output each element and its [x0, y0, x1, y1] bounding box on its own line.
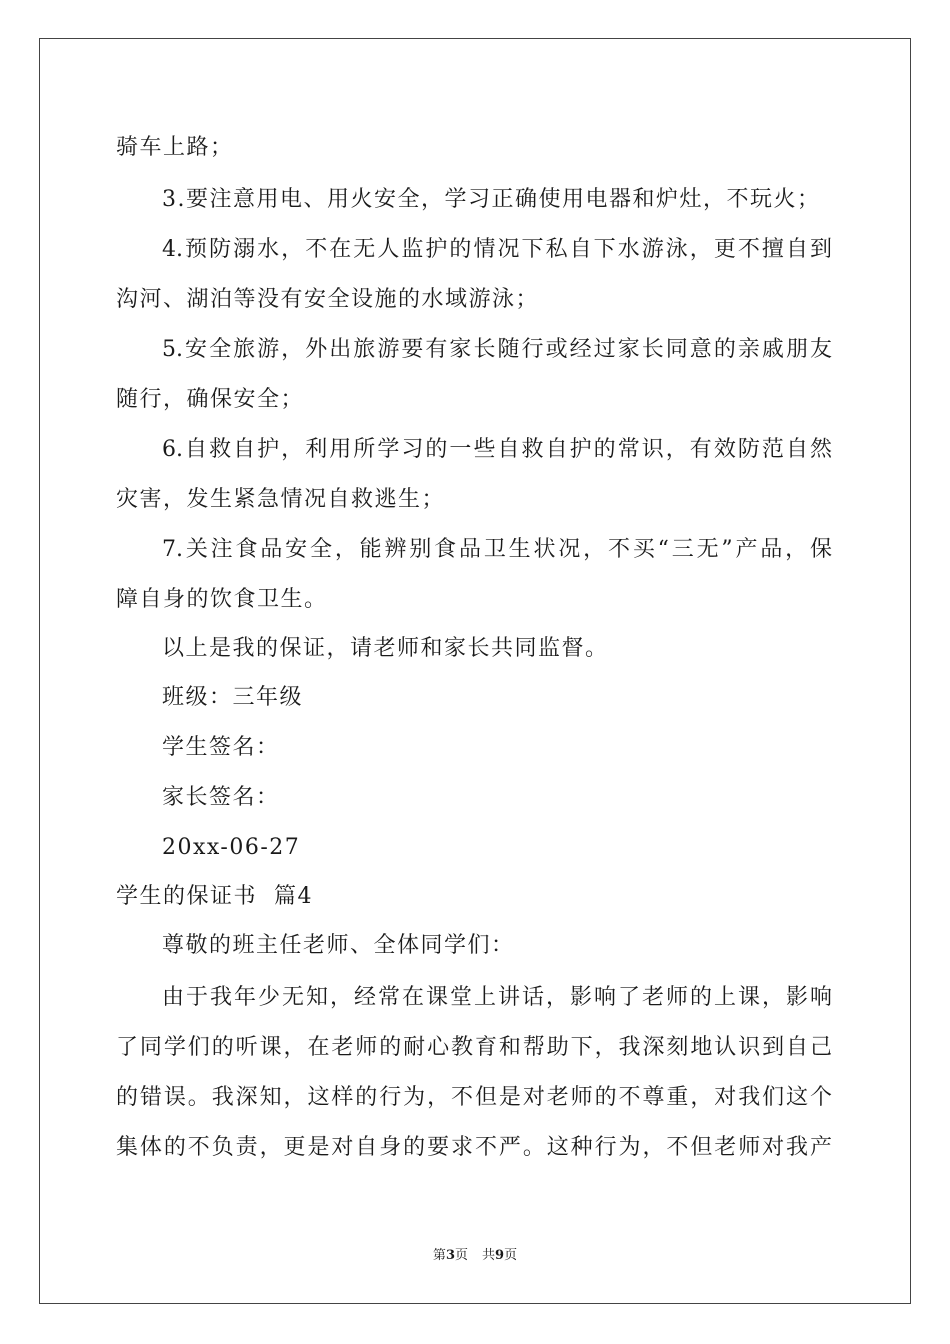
parent-signature-label: 家长签名：: [162, 785, 280, 810]
text-line: 7.关注食品安全，能辨别食品卫生状况，不买“三无”产品，保: [162, 537, 832, 562]
section-heading: 学生的保证书 篇4: [116, 884, 313, 909]
page-prefix: 第: [432, 1248, 446, 1263]
text-line: 沟河、湖泊等没有安全设施的水域游泳；: [116, 287, 540, 312]
text-line: 尊敬的班主任老师、全体同学们：: [162, 933, 515, 958]
current-page-number: 3: [445, 1248, 455, 1263]
text-line: 的错误。我深知，这样的行为，不但是对老师的不尊重，对我们这个: [116, 1085, 832, 1110]
page-footer: [0, 1247, 950, 1265]
text-line: 集体的不负责，更是对自身的要求不严。这种行为，不但老师对我产: [116, 1135, 832, 1160]
total-prefix: 共: [482, 1248, 496, 1263]
date-line: 20xx-06-27: [162, 835, 301, 860]
student-signature-label: 学生签名：: [162, 735, 280, 760]
text-line: 6.自救自护，利用所学习的一些自救自护的常识，有效防范自然: [162, 437, 832, 462]
class-label: 班级：三年级: [162, 685, 304, 710]
text-line: 由于我年少无知，经常在课堂上讲话，影响了老师的上课，影响: [162, 985, 832, 1010]
text-line: 以上是我的保证，请老师和家长共同监督。: [162, 636, 609, 661]
page-border: [39, 38, 911, 1304]
text-line: 障自身的饮食卫生。: [116, 587, 328, 612]
text-line: 了同学们的听课，在老师的耐心教育和帮助下，我深刻地认识到自己: [116, 1035, 832, 1060]
text-line: 5.安全旅游，外出旅游要有家长随行或经过家长同意的亲戚朋友: [162, 337, 832, 362]
page-unit: 页: [454, 1248, 468, 1263]
total-page-number: 9: [495, 1248, 505, 1263]
text-line: 灾害，发生紧急情况自救逃生；: [116, 487, 446, 512]
text-line: 随行，确保安全；: [116, 387, 305, 412]
total-unit: 页: [504, 1248, 518, 1263]
text-line: 骑车上路；: [116, 135, 234, 160]
text-line: 4.预防溺水，不在无人监护的情况下私自下水游泳，更不擅自到: [162, 237, 832, 262]
text-line: 3.要注意用电、用火安全，学习正确使用电器和炉灶，不玩火；: [162, 187, 821, 212]
